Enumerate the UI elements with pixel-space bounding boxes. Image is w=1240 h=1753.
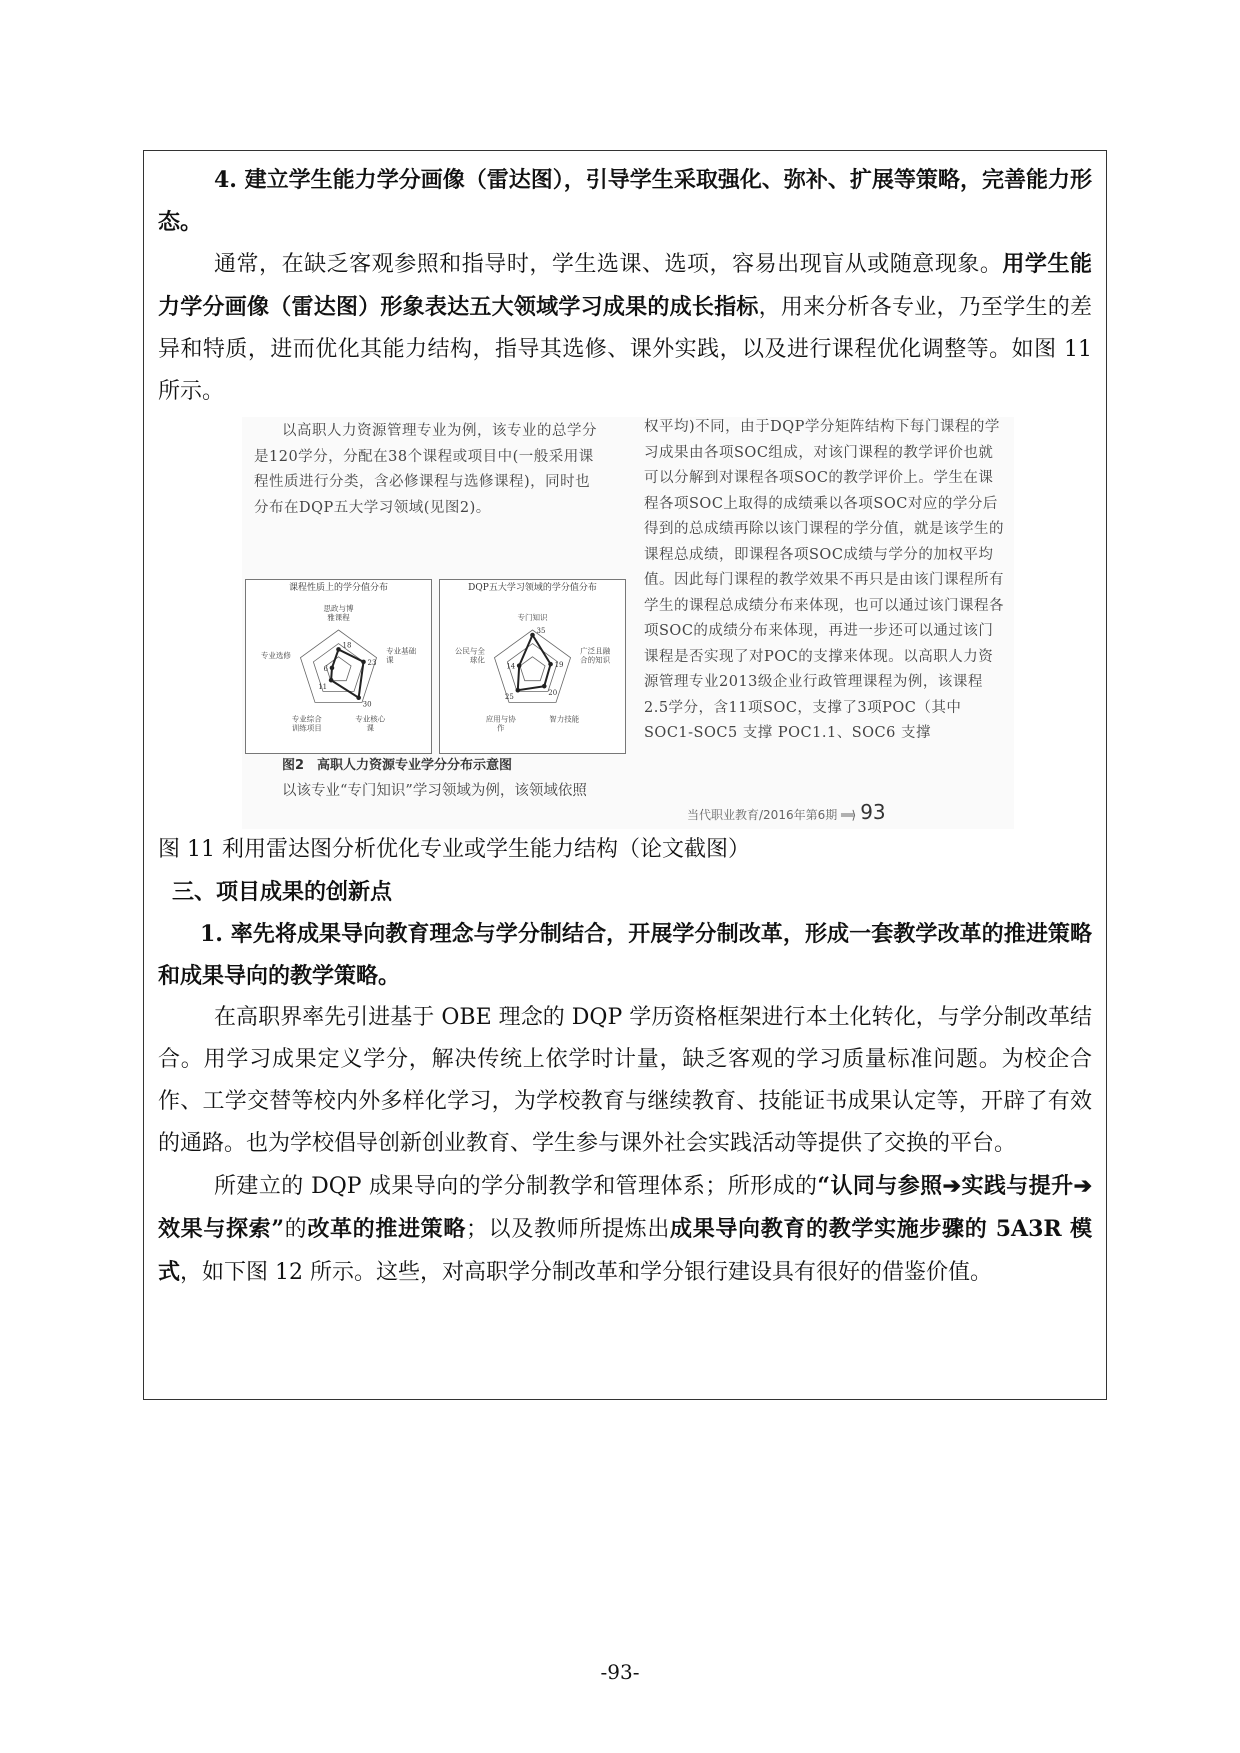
axis-label: 专业核心课 [355,714,386,733]
data-label: 11 [318,683,328,692]
journal-name: 当代职业教育/2016年第6期 [687,808,838,822]
figure-caption: 图 11 利用雷达图分析优化专业或学生能力结构（论文截图） [158,837,750,862]
axis-label: 专业选修 [260,651,291,661]
content-frame [143,150,1107,1400]
wave-icon: ══⟩ [841,808,855,822]
paper-left-text [254,419,604,521]
data-label: 14 [506,662,516,671]
content [158,159,1092,1294]
grid-ring [520,657,545,681]
data-label: 19 [554,661,564,670]
data-point [329,678,334,683]
text: 所建立的 DQP 成果导向的学分制教学和管理体系；所形成的 [214,1174,818,1199]
axis-label: 专业综合训练项目 [291,714,322,733]
data-point [356,695,361,700]
text: ；以及教师所提炼出 [466,1217,671,1242]
axis-label: 智力技能 [549,714,580,724]
axis-label: 专业基础课 [386,646,417,665]
axis-label: 思政与博雅课程 [323,604,354,622]
bold-text: 用学生能力学分画像（雷达图）形象表达五大领域学习成果的成长指标 [158,251,1092,320]
data-point [516,688,521,693]
data-polygon [331,649,363,697]
text: ，用来分析各专业，乃至学生的差异和特质，进而优化其能力结构，指导其选修、课外实践，以及进行课程优化调整等。如图 11 所示。 [158,295,1092,404]
fig2-caption: 图2 高职人力资源专业学分分布示意图 [282,758,513,773]
section4-paragraph [158,243,1092,413]
data-label: 18 [342,641,352,650]
text: 以高职人力资源管理专业为例，该专业的总学分是120学分，分配在38个课程或项目中(一般采用课程性质进行分类，含必修课程与选修课程)，同时也分布在DQP五大学习领域(见图2)。 [254,423,597,516]
bold-text: 改革的推进策略 [307,1216,467,1242]
text: 通常，在缺乏客观参照和指导时，学生选课、选项，容易出现盲从或随意现象。 [214,252,1003,277]
axis-label: 公民与全球化 [454,646,485,665]
data-point [530,633,535,638]
data-point [336,647,341,652]
section3-paragraph1: 在高职界率先引进基于 OBE 理念的 DQP 学历资格框架进行本土化转化，与学分制改革结合。用学习成果定义学分，解决传统上依学时计量，缺乏客观的学习质量标准问题。为校企合作、工学交替等校内外多样化学习，为学校教育与继续教育、技能证书成果认定等，开辟了有效的通路。也为学校倡导创新创业教育、学生参与课外社会实践活动等提供了交换的平台。 [158,1005,1092,1156]
data-polygon [518,635,551,690]
paper-left-after: 以该专业“专门知识”学习领域为例，该领域依照 [282,783,587,799]
data-point [361,660,366,665]
axis-label: 专门知识 [517,613,548,622]
data-point [542,684,547,689]
section4-heading: 4. 建立学生能力学分画像（雷达图），引导学生采取强化、弥补、扩展等策略，完善能力形态。 [158,167,1092,235]
data-label: 20 [548,689,558,698]
paper-page-number: 93 [860,800,886,824]
data-label: 35 [536,627,546,635]
data-point [548,662,553,667]
section3-heading: 三、项目成果的创新点 [172,879,393,905]
grid-ring [323,657,351,681]
data-point [330,666,335,671]
data-label: 25 [504,693,514,702]
data-label: 23 [367,658,377,667]
chart-title: 课程性质上的学分值分布 [288,583,388,593]
paper-screenshot [242,417,1014,829]
data-point [517,663,522,668]
bold-text: “认同与参照➔实践与提升➔效果与探索” [158,1173,1092,1242]
text: ，如下图 12 所示。这些，对高职学分制改革和学分银行建设具有很好的借鉴价值。 [180,1260,992,1285]
bold-text: 成果导向教育的教学实施步骤的 5A3R 模式 [158,1216,1092,1285]
text: 的 [284,1217,308,1242]
chart-title: DQP五大学习领域的学分值分布 [468,583,597,593]
paper-footer [687,799,886,828]
page-number: -93- [600,1660,640,1684]
data-label: 6 [323,664,328,673]
axis-label: 广泛且融合的知识 [580,646,611,665]
radar-chart-dqp-domains [439,579,626,754]
axis-label: 应用与协作 [485,714,516,733]
section3-paragraph2 [158,1165,1092,1294]
data-label: 30 [362,700,372,709]
radar-chart-course-type [245,579,432,754]
section3-sub1: 1. 率先将成果导向教育理念与学分制结合，开展学分制改革，形成一套教学改革的推进策略和成果导向的教学策略。 [158,921,1092,989]
paper-right-text: 权平均)不同，由于DQP学分矩阵结构下每门课程的学习成果由各项SOC组成，对该门课程的教学评价也就可以分解到对课程各项SOC的教学评价上。学生在课程各项SOC上取得的成绩乘以各项SOC对应的学分后得到的总成绩再除以该门课程的学分值，就是该学生的课程总成绩，即课程各项SOC成绩与学分的加权平均值。因此每门课程的教学效果不再只是由该门课程所有学生的课程总成绩分布来体现，也可以通过该门课程各项SOC的成绩分布来体现，再进一步还可以通过该门课程是否实现了对POC的支撑来体现。以高职人力资源管理专业2013级企业行政管理课程为例，该课程2.5学分，含11项SOC，支撑了3项POC（其中 SOC1-SOC5 支撑 POC1.1、SOC6 支撑 [644,419,1004,741]
